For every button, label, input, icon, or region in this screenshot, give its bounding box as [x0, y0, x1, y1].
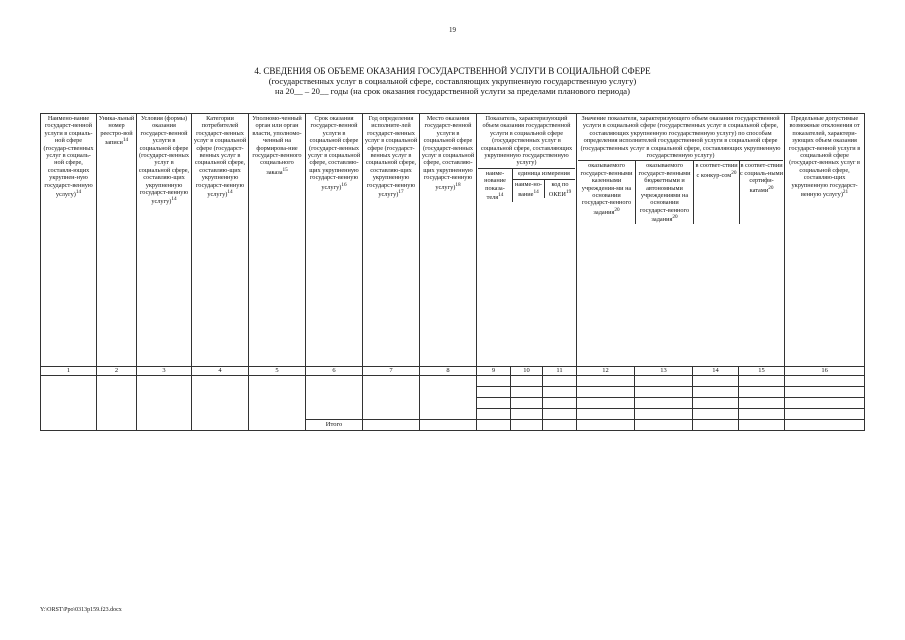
- table-cell: [693, 387, 739, 398]
- total-label: Итого: [306, 420, 363, 431]
- header-c6: Срок оказания государст-венной услуги в социальной сфере (государст-венных услуг в социальной сфере, составляю-щих укрупненную государст-венную услугу)$^{16}$: [306, 114, 363, 367]
- table-cell: [543, 398, 577, 409]
- table-cell: [577, 376, 635, 387]
- table-cell: [785, 409, 865, 420]
- header-c10: наиме-но-вание$^{14}$: [514, 181, 543, 198]
- table-cell: [249, 376, 306, 431]
- table-cell: [693, 409, 739, 420]
- table-row: [41, 376, 865, 387]
- column-number: 7: [363, 367, 420, 376]
- table-cell: [511, 398, 543, 409]
- column-number: 6: [306, 367, 363, 376]
- file-path-footer: Y:\ORST\Ppo\0313p159.f23.docx: [40, 607, 122, 613]
- table-cell: [739, 420, 785, 431]
- table-cell: [693, 376, 739, 387]
- header-c8: Место оказания государст-венной услуги в социальной сфере (государст-венных услуг в социальной сфере, составляю-щих укрупненную государст-венную услугу)$^{18}$: [420, 114, 477, 367]
- header-group-12-15: Значение показателя, характеризующего объем оказания государственной услуги в социальной сфере (государственных услуг в социальной сфере, составляющих укрупненную государственную услугу) по способам определения исполнителей государственной услуги в социальной сфере (государственных услуг в социальной сфере, составляющих укрупненную государственную услугу) оказываемого государст-венными казенными учреждения-ми на основании государст-венного задания$^{20}$ оказываемого государст-венными бюджетными и автономными учреждениями на основании государст-венного задания$^{20}$ в соответ-ствии с конкур-сом$^{20}$ в соответ-ствии с социаль-ными сертифи-катами$^{20}$: [577, 114, 785, 367]
- table-cell: [785, 420, 865, 431]
- table-cell: [511, 387, 543, 398]
- table-cell: [785, 387, 865, 398]
- table-cell: [192, 376, 249, 431]
- table-cell: [363, 376, 420, 420]
- header-c5: Уполномо-ченный орган или орган власти, уполномо-ченный на формирова-ние государст-венного социального заказа$^{15}$: [249, 114, 306, 367]
- table-cell: [477, 387, 511, 398]
- table-cell: [739, 409, 785, 420]
- table-cell: [477, 420, 511, 431]
- table-cell: [635, 376, 693, 387]
- table-cell: [420, 420, 477, 431]
- table-cell: [477, 376, 511, 387]
- header-c7: Год определения исполните-лей государст-венных услуг в социальной сфере (государст-венных услуг в социальной сфере, составляю-щих укрупненную государст-венную услугу)$^{17}$: [363, 114, 420, 367]
- header-c15: в соответ-ствии с социаль-ными сертифи-катами$^{20}$: [739, 161, 783, 223]
- header-group-9-11: Показатель, характеризующий объем оказания государственной услуги в социальной сфере (государственных услуг в социальной сфере, составляющих укрупненную государственную услугу) наиме-нование показа-теля$^{14}$ единица измерения наиме-но-вание$^{14}$ код по ОКЕИ$^{19}$: [477, 114, 577, 367]
- header-c9: наиме-нование показа-теля$^{14}$: [484, 169, 506, 202]
- page-number: 19: [449, 26, 456, 34]
- table-cell: [363, 420, 420, 431]
- header-c16: Предельные допустимые возможные отклонения от показателей, характери-зующих объем оказания государст-венной услуги в социальной сфере (государст-венных услуг в социальной сфере, составляю-щих укрупненную государст-венную услугу)$^{21}$: [785, 114, 865, 367]
- table-cell: [635, 387, 693, 398]
- table-cell: [511, 409, 543, 420]
- column-number: 5: [249, 367, 306, 376]
- header-c4: Категории потребителей государст-венных услуг в социальной сфере (государст-венных услуг в социальной сфере, составляю-щих укрупненную государст-венную услугу)$^{14}$: [192, 114, 249, 367]
- column-number: 11: [543, 367, 577, 376]
- table-cell: [693, 398, 739, 409]
- header-c1: Наимено-вание государст-венной услуги в социаль-ной сфере (государ-ственных услуг в социаль-ной сфере, составля-ющих укрупнен-ную государст-венную услугу)$^{14}$: [41, 114, 97, 367]
- table-cell: [739, 387, 785, 398]
- table-cell: [693, 420, 739, 431]
- table-cell: [577, 409, 635, 420]
- table-cell: [739, 376, 785, 387]
- table-cell: [477, 398, 511, 409]
- column-number: 2: [97, 367, 137, 376]
- table-cell: [785, 398, 865, 409]
- column-number: 16: [785, 367, 865, 376]
- table-cell: [543, 387, 577, 398]
- header-group-10-11: единица измерения наиме-но-вание$^{14}$ код по ОКЕИ$^{19}$: [512, 169, 575, 202]
- column-number: 4: [192, 367, 249, 376]
- document-title: [0, 66, 905, 96]
- table-cell: [137, 376, 192, 431]
- column-number: 15: [739, 367, 785, 376]
- table-cell: [739, 398, 785, 409]
- table-cell: [543, 376, 577, 387]
- table-cell: [306, 376, 363, 420]
- table-cell: [635, 398, 693, 409]
- column-number-row: [41, 367, 865, 376]
- table-cell: [511, 420, 543, 431]
- table-cell: [543, 420, 577, 431]
- column-number: 10: [511, 367, 543, 376]
- header-c13: оказываемого государст-венными бюджетными и автономными учреждениями на основании государст-венного задания$^{20}$: [635, 161, 693, 223]
- column-number: 3: [137, 367, 192, 376]
- table-cell: [785, 376, 865, 387]
- header-c3: Условия (формы) оказания государст-венной услуги в социальной сфере (государст-венных услуг в социальной сфере, составляю-щих укрупненную государст-венную услугу)$^{14}$: [137, 114, 192, 367]
- header-c11: код по ОКЕИ$^{19}$: [544, 180, 575, 198]
- table-cell: [577, 398, 635, 409]
- header-c2: Уника-льный номер реестро-вой записи$^{14}$: [97, 114, 137, 367]
- title-line-2: (государственных услуг в социальной сфере, составляющих укрупненную государственную услугу): [268, 76, 637, 86]
- column-number: 14: [693, 367, 739, 376]
- column-number: 12: [577, 367, 635, 376]
- table-cell: [577, 420, 635, 431]
- title-line-1: 4. СВЕДЕНИЯ ОБ ОБЪЕМЕ ОКАЗАНИЯ ГОСУДАРСТВЕННОЙ УСЛУГИ В СОЦИАЛЬНОЙ СФЕРЕ: [254, 66, 651, 76]
- column-number: 9: [477, 367, 511, 376]
- table-cell: [635, 420, 693, 431]
- header-row: [41, 114, 865, 367]
- table-cell: [511, 376, 543, 387]
- column-number: 1: [41, 367, 97, 376]
- table-cell: [41, 376, 97, 431]
- table-cell: [543, 409, 577, 420]
- header-c14: в соответ-ствии с конкур-сом$^{20}$: [693, 161, 739, 223]
- table-cell: [97, 376, 137, 431]
- table-cell: [635, 409, 693, 420]
- column-number: 8: [420, 367, 477, 376]
- table-cell: [577, 387, 635, 398]
- header-c12: оказываемого государст-венными казенными учреждения-ми на основании государст-венного задания$^{20}$: [580, 162, 633, 216]
- table-cell: [477, 409, 511, 420]
- column-number: 13: [635, 367, 693, 376]
- volume-table: [40, 113, 865, 431]
- table-cell: [420, 376, 477, 420]
- title-line-3: на 20__ – 20__ годы (на срок оказания государственной услуги за пределами планового периода): [274, 86, 630, 96]
